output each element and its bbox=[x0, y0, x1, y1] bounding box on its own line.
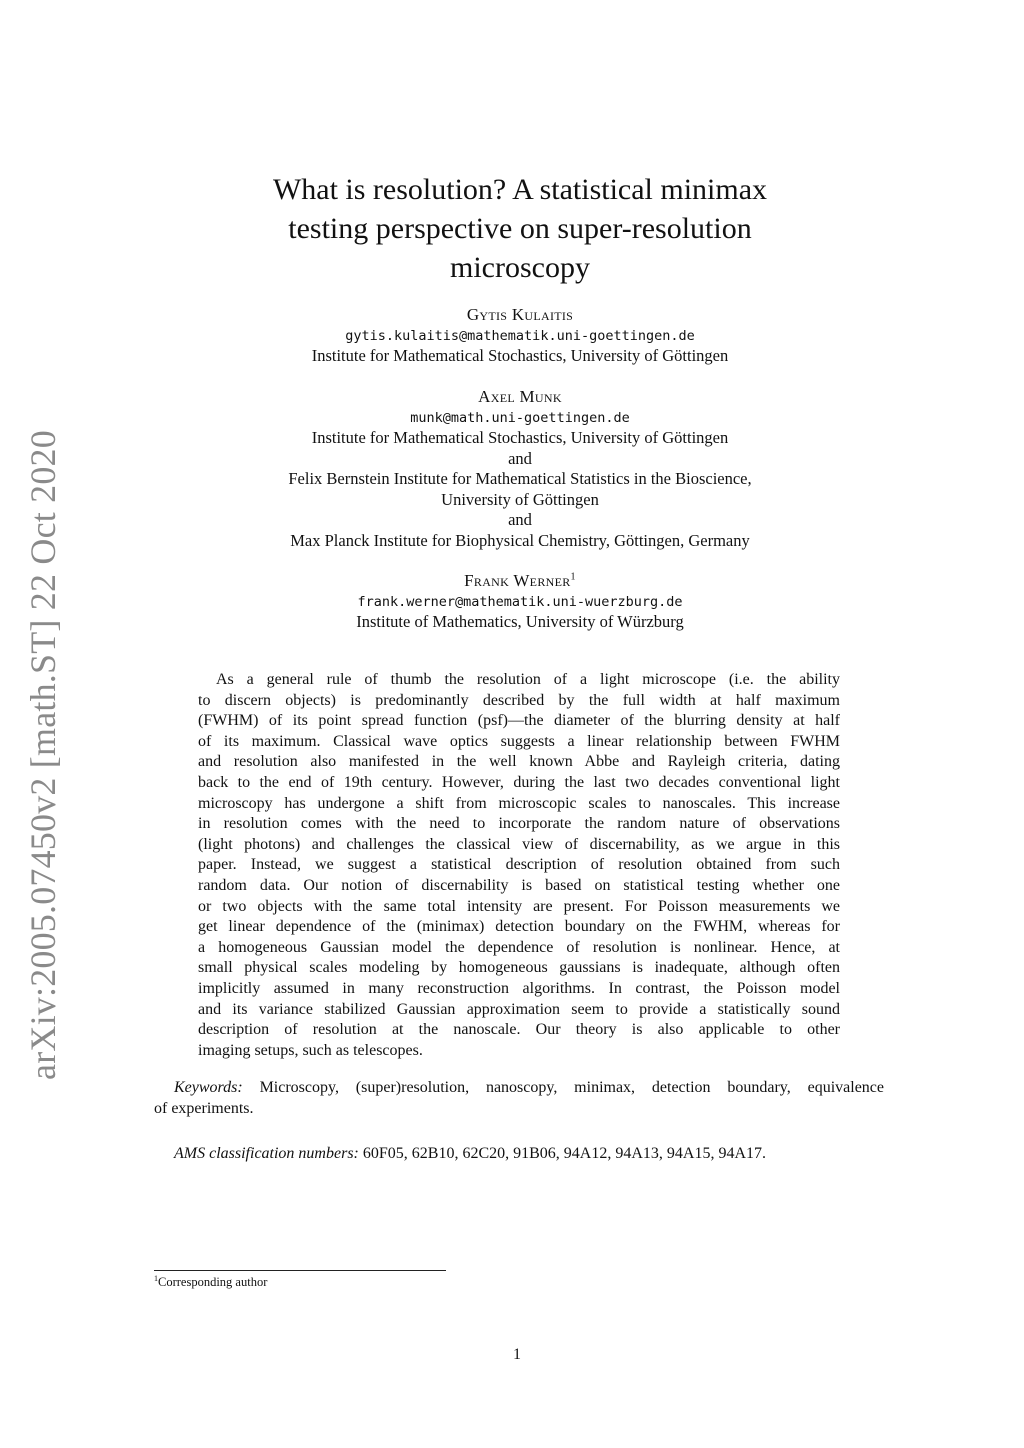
abstract-line: or two objects with the same total intensity are present. For Poisson measurements we bbox=[198, 897, 840, 915]
title-line: microscopy bbox=[450, 251, 590, 284]
author-email[interactable]: gytis.kulaitis@mathematik.uni-goettingen.de bbox=[345, 327, 695, 344]
author-affiliation: Institute of Mathematics, University of Würzburg bbox=[356, 612, 684, 631]
paper-title bbox=[200, 170, 840, 287]
abstract-line: random data. Our notion of discernability is based on statistical testing whether one bbox=[198, 876, 840, 894]
author-affiliation: University of Göttingen bbox=[441, 489, 599, 509]
page-number: 1 bbox=[513, 1346, 521, 1363]
abstract-line: a homogeneous Gaussian model the dependence of resolution is nonlinear. Hence, at bbox=[198, 938, 840, 956]
footnote-number: 1 bbox=[154, 1274, 158, 1283]
affiliation-separator: and bbox=[508, 510, 532, 529]
author-affiliation: Felix Bernstein Institute for Mathematical Statistics in the Bioscience, bbox=[288, 469, 752, 488]
arxiv-stamp-text: arXiv:2005.07450v2 [math.ST] 22 Oct 2020 bbox=[23, 430, 63, 1080]
footnote-rule bbox=[154, 1270, 446, 1271]
author-email[interactable]: frank.werner@mathematik.uni-wuerzburg.de bbox=[357, 593, 683, 610]
ams-codes: 60F05, 62B10, 62C20, 91B06, 94A12, 94A13, 94A15, 94A17. bbox=[362, 1145, 767, 1162]
title-line: What is resolution? A statistical minimax bbox=[272, 173, 768, 206]
keywords-text: Microscopy, (super)resolution, nanoscopy, minimax, detection boundary, equivalence bbox=[259, 1079, 884, 1096]
abstract-line: (light photons) and challenges the classical view of discernability, as we argue in this bbox=[198, 835, 840, 853]
author-affiliation: Max Planck Institute for Biophysical Chemistry, Göttingen, Germany bbox=[290, 530, 750, 550]
abstract-line: and resolution also manifested in the well known Abbe and Rayleigh criteria, dating bbox=[198, 753, 840, 771]
author-affiliation: Institute for Mathematical Stochastics, University of Göttingen bbox=[311, 428, 729, 447]
abstract-line: to discern objects) is predominantly described by the full width at half maximum bbox=[198, 691, 840, 709]
affiliation-separator: and bbox=[508, 448, 532, 468]
author-name: Frank Werner bbox=[464, 571, 571, 590]
footnote-text: Corresponding author bbox=[158, 1275, 268, 1290]
author-block-kulaitis bbox=[160, 305, 880, 367]
abstract-line: As a general rule of thumb the resolution of a light microscope (i.e. the ability bbox=[216, 671, 840, 688]
abstract-line: implicitly assumed in many reconstruction algorithms. In contrast, the Poisson model bbox=[198, 979, 840, 997]
keywords-line: of experiments. bbox=[154, 1100, 254, 1117]
ams-classification bbox=[174, 1143, 874, 1164]
abstract-line: microscopy has undergone a shift from microscopic scales to nanoscales. This increase bbox=[198, 794, 840, 812]
author-email[interactable]: munk@math.uni-goettingen.de bbox=[410, 409, 630, 426]
abstract-line: paper. Instead, we suggest a statistical description of resolution obtained from such bbox=[198, 856, 840, 874]
title-line: testing perspective on super-resolution bbox=[288, 212, 752, 245]
abstract-line: and its variance stabilized Gaussian approximation seem to provide a statistically sound bbox=[198, 1000, 840, 1018]
abstract-line: in resolution comes with the need to incorporate the random nature of observations bbox=[198, 815, 840, 833]
footnote bbox=[154, 1274, 267, 1290]
abstract bbox=[198, 670, 840, 1061]
author-block-munk bbox=[160, 387, 880, 551]
author-name: Gytis Kulaitis bbox=[466, 305, 574, 324]
ams-label: AMS classification numbers: bbox=[174, 1145, 359, 1162]
abstract-line: back to the end of 19th century. However, during the last two decades conventional light bbox=[198, 773, 840, 791]
author-name-line bbox=[160, 571, 880, 592]
keywords-line bbox=[154, 1077, 884, 1098]
keywords bbox=[154, 1077, 884, 1119]
abstract-line: of its maximum. Classical wave optics suggests a linear relationship between FWHM bbox=[198, 732, 840, 750]
author-block-werner bbox=[160, 571, 880, 633]
abstract-line: small physical scales modeling by homogeneous gaussians is inadequate, although often bbox=[198, 959, 840, 977]
author-name: Axel Munk bbox=[478, 387, 562, 406]
abstract-line: description of resolution at the nanoscale. Our theory is also applicable to other bbox=[198, 1021, 840, 1039]
author-affiliation: Institute for Mathematical Stochastics, University of Göttingen bbox=[311, 346, 729, 365]
abstract-line: imaging setups, such as telescopes. bbox=[198, 1041, 423, 1059]
abstract-line: get linear dependence of the (minimax) detection boundary on the FWHM, whereas for bbox=[198, 918, 840, 936]
footnote-mark[interactable]: 1 bbox=[570, 571, 576, 583]
abstract-line: (FWHM) of its point spread function (psf)—the diameter of the blurring density at half bbox=[198, 712, 840, 730]
keywords-label: Keywords: bbox=[174, 1079, 243, 1096]
